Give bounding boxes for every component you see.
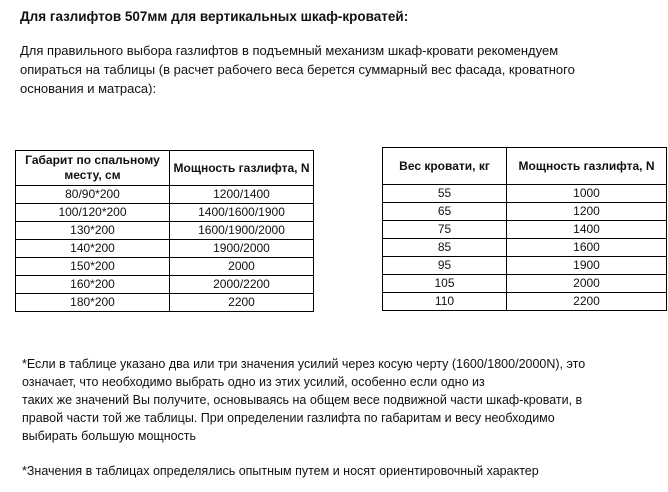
power-cell: 2000/2200 — [170, 276, 314, 294]
intro-line: опираться на таблицы (в расчет рабочего веса берется суммарный вес фасада, кроватного — [20, 62, 575, 77]
size-table-header-power: Мощность газлифта, N — [170, 151, 314, 186]
power-cell: 2200 — [507, 293, 667, 311]
power-cell: 1900/2000 — [170, 240, 314, 258]
weight-cell: 85 — [383, 239, 507, 257]
footnote-line: *Если в таблице указано два или три значения усилий через косую черту (1600/1800/2000N), это — [22, 357, 586, 371]
weight-cell: 105 — [383, 275, 507, 293]
power-cell: 2000 — [507, 275, 667, 293]
table-row — [16, 258, 314, 276]
intro-line: основания и матраса): — [20, 81, 157, 96]
weight-cell: 95 — [383, 257, 507, 275]
size-cell: 180*200 — [16, 294, 170, 312]
table-row — [383, 293, 667, 311]
size-table-header-size: Габарит по спальному месту, см — [16, 151, 170, 186]
footnote-line: означает, что необходимо выбрать одно из этих усилий, особенно если одно из — [22, 375, 485, 389]
size-cell: 140*200 — [16, 240, 170, 258]
page-title: Для газлифтов 507мм для вертикальных шкаф-кроватей: — [20, 9, 409, 24]
weight-table-header-power: Мощность газлифта, N — [507, 148, 667, 185]
weight-cell: 75 — [383, 221, 507, 239]
weight-cell: 110 — [383, 293, 507, 311]
footnote-multiple-values — [22, 355, 662, 445]
table-row — [16, 204, 314, 222]
footnote-line: выбирать большую мощность — [22, 429, 197, 443]
power-cell: 1000 — [507, 185, 667, 203]
size-cell: 80/90*200 — [16, 186, 170, 204]
size-cell: 150*200 — [16, 258, 170, 276]
power-cell: 1600 — [507, 239, 667, 257]
weight-table-header-weight: Вес кровати, кг — [383, 148, 507, 185]
table-row — [383, 185, 667, 203]
table-row — [16, 222, 314, 240]
size-table — [15, 150, 314, 312]
power-cell: 2000 — [170, 258, 314, 276]
power-cell: 1400 — [507, 221, 667, 239]
table-row — [383, 221, 667, 239]
table-row — [16, 240, 314, 258]
size-cell: 100/120*200 — [16, 204, 170, 222]
footnote-line: правой части той же таблицы. При определении газлифта по габаритам и весу необходимо — [22, 411, 555, 425]
power-cell: 2200 — [170, 294, 314, 312]
table-row — [383, 239, 667, 257]
power-cell: 1900 — [507, 257, 667, 275]
weight-cell: 55 — [383, 185, 507, 203]
size-table-header-row — [16, 151, 314, 186]
footnote-approximate: *Значения в таблицах определялись опытным путем и носят ориентировочный характер — [22, 464, 539, 478]
table-row — [383, 275, 667, 293]
table-row — [383, 203, 667, 221]
weight-table — [382, 147, 667, 311]
footnote-line: таких же значений Вы получите, основываясь на общем весе подвижной части шкаф-кровати, в — [22, 393, 583, 407]
size-cell: 130*200 — [16, 222, 170, 240]
power-cell: 1200 — [507, 203, 667, 221]
intro-paragraph — [20, 41, 650, 98]
power-cell: 1600/1900/2000 — [170, 222, 314, 240]
table-row — [16, 186, 314, 204]
size-cell: 160*200 — [16, 276, 170, 294]
table-row — [16, 294, 314, 312]
table-row — [16, 276, 314, 294]
intro-line: Для правильного выбора газлифтов в подъемный механизм шкаф-кровати рекомендуем — [20, 43, 559, 58]
weight-cell: 65 — [383, 203, 507, 221]
power-cell: 1400/1600/1900 — [170, 204, 314, 222]
weight-table-header-row — [383, 148, 667, 185]
power-cell: 1200/1400 — [170, 186, 314, 204]
table-row — [383, 257, 667, 275]
